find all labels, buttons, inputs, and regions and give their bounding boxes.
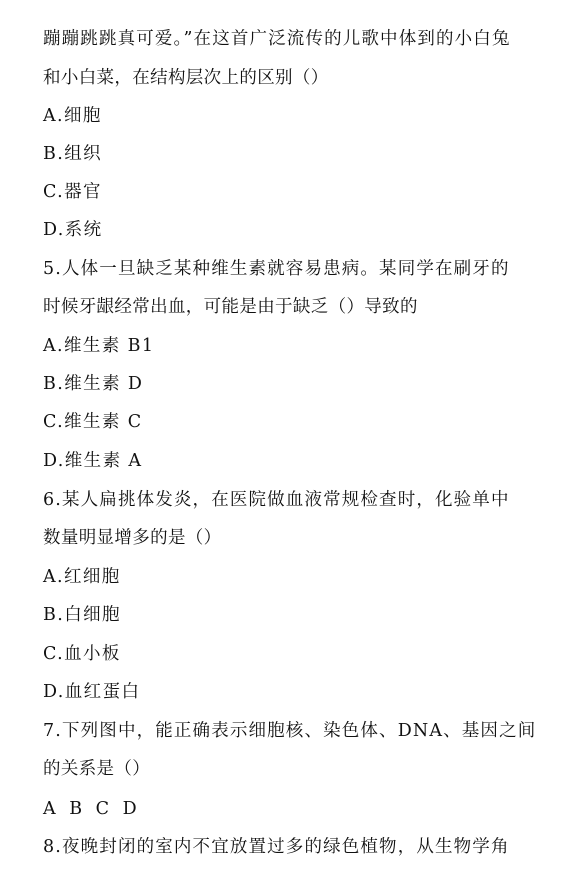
question-8-text-line: 8.夜晚封闭的室内不宜放置过多的绿色植物，从生物学角 [43,837,510,857]
question-7-options: A B C D [43,799,141,819]
question-6-text-line: 数量明显增多的是（） [43,528,222,548]
question-7-text-line: 7.下列图中，能正确表示细胞核、染色体、DNA、基因之间 [43,721,537,741]
question-4-option-a: A.细胞 [43,106,102,126]
question-6-option-a: A.红细胞 [43,567,121,587]
question-5-option-c: C.维生素 C [43,412,143,432]
question-4-option-d: D.系统 [43,220,103,240]
question-7-text-line: 的关系是（） [43,759,151,779]
question-4-option-b: B.组织 [43,144,103,164]
question-6-option-d: D.血红蛋白 [43,682,141,702]
question-6-option-b: B.白细胞 [43,605,121,625]
question-4-option-c: C.器官 [43,182,102,202]
question-5-option-a: A.维生素 B1 [43,336,155,356]
question-5-text-line: 5.人体一旦缺乏某种维生素就容易患病。某同学在刷牙的 [43,259,510,279]
question-5-option-d: D.维生素 A [43,451,143,471]
question-6-text-line: 6.某人扁挑体发炎，在医院做血液常规检查时，化验单中 [43,490,510,510]
question-5-option-b: B.维生素 D [43,374,144,394]
question-4-text-line: 和小白菜，在结构层次上的区别（） [43,68,329,88]
question-6-option-c: C.血小板 [43,644,121,664]
question-5-text-line: 时候牙龈经常出血，可能是由于缺乏（）导致的 [43,297,418,317]
question-4-text-line: 蹦蹦跳跳真可爱。”在这首广泛流传的儿歌中体到的小白兔 [43,29,511,49]
